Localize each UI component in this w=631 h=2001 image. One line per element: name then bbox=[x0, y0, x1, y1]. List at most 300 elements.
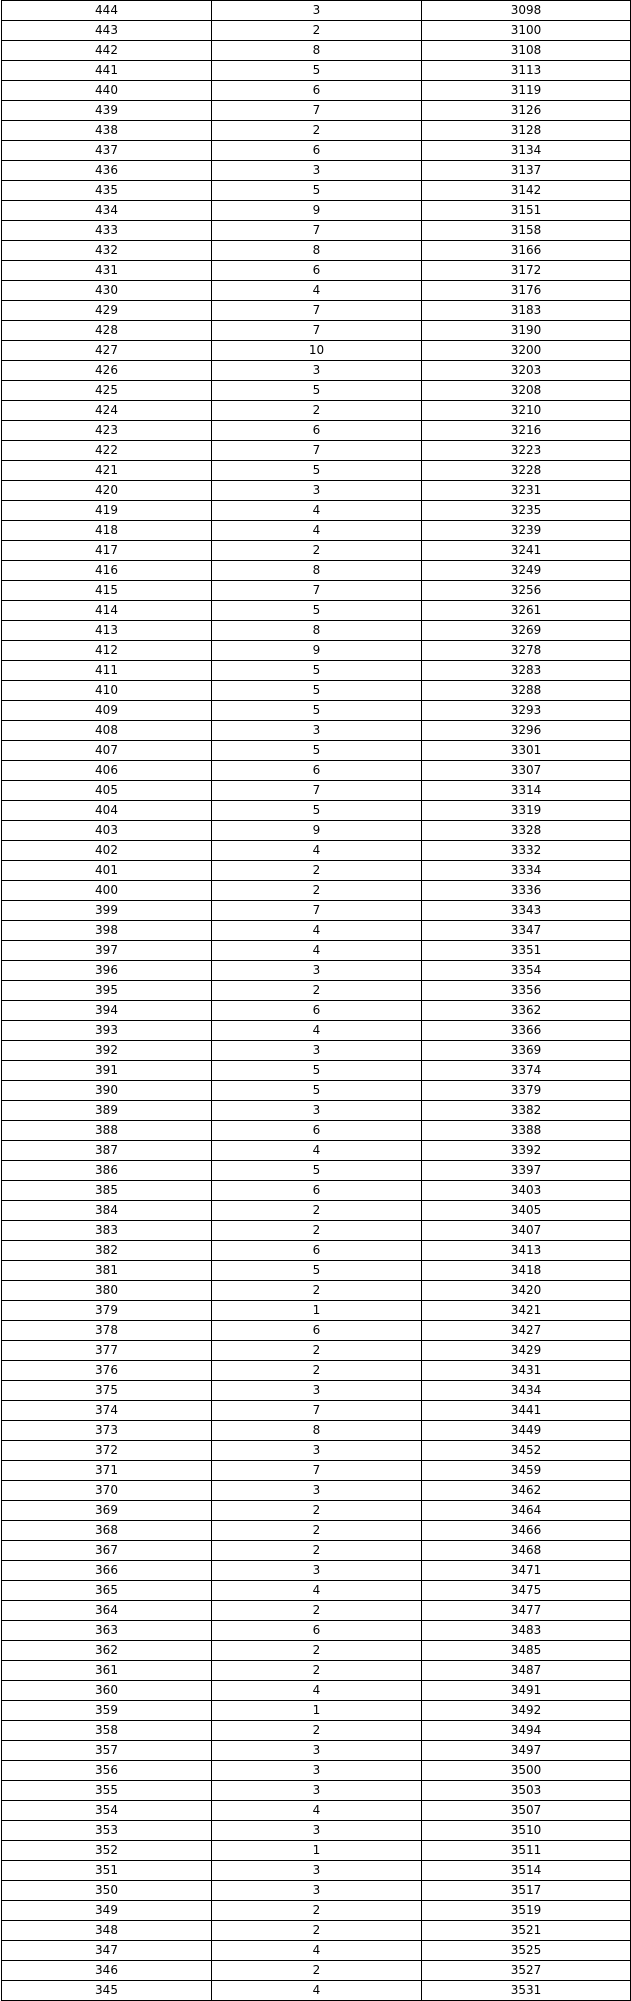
table-cell: 388 bbox=[2, 1121, 212, 1141]
table-cell: 3119 bbox=[422, 81, 631, 101]
table-cell: 3 bbox=[212, 1101, 422, 1121]
table-row bbox=[2, 1761, 631, 1781]
table-cell: 6 bbox=[212, 1121, 422, 1141]
table-cell: 405 bbox=[2, 781, 212, 801]
table-cell: 3 bbox=[212, 721, 422, 741]
table-cell: 3278 bbox=[422, 641, 631, 661]
table-cell: 3517 bbox=[422, 1881, 631, 1901]
table-cell: 3511 bbox=[422, 1841, 631, 1861]
table-cell: 356 bbox=[2, 1761, 212, 1781]
table-cell: 3369 bbox=[422, 1041, 631, 1061]
table-cell: 348 bbox=[2, 1921, 212, 1941]
table-cell: 2 bbox=[212, 541, 422, 561]
table-cell: 390 bbox=[2, 1081, 212, 1101]
table-cell: 427 bbox=[2, 341, 212, 361]
table-cell: 345 bbox=[2, 1981, 212, 2001]
table-cell: 7 bbox=[212, 1401, 422, 1421]
table-cell: 424 bbox=[2, 401, 212, 421]
table-row bbox=[2, 81, 631, 101]
table-cell: 2 bbox=[212, 1601, 422, 1621]
table-cell: 2 bbox=[212, 1721, 422, 1741]
table-row bbox=[2, 41, 631, 61]
table-cell: 3137 bbox=[422, 161, 631, 181]
table-cell: 361 bbox=[2, 1661, 212, 1681]
table-cell: 3223 bbox=[422, 441, 631, 461]
table-cell: 3 bbox=[212, 1861, 422, 1881]
table-cell: 3 bbox=[212, 361, 422, 381]
table-row bbox=[2, 1041, 631, 1061]
table-cell: 3362 bbox=[422, 1001, 631, 1021]
table-cell: 435 bbox=[2, 181, 212, 201]
table-cell: 4 bbox=[212, 1941, 422, 1961]
table-cell: 414 bbox=[2, 601, 212, 621]
table-cell: 419 bbox=[2, 501, 212, 521]
table-cell: 3485 bbox=[422, 1641, 631, 1661]
table-cell: 389 bbox=[2, 1101, 212, 1121]
table-cell: 360 bbox=[2, 1681, 212, 1701]
table-cell: 372 bbox=[2, 1441, 212, 1461]
table-cell: 349 bbox=[2, 1901, 212, 1921]
table-cell: 3 bbox=[212, 161, 422, 181]
table-cell: 443 bbox=[2, 21, 212, 41]
table-row bbox=[2, 381, 631, 401]
table-cell: 3492 bbox=[422, 1701, 631, 1721]
table-cell: 3382 bbox=[422, 1101, 631, 1121]
table-cell: 3434 bbox=[422, 1381, 631, 1401]
table-cell: 378 bbox=[2, 1321, 212, 1341]
table-cell: 444 bbox=[2, 1, 212, 21]
table-row bbox=[2, 521, 631, 541]
table-row bbox=[2, 801, 631, 821]
table-cell: 420 bbox=[2, 481, 212, 501]
table-cell: 3421 bbox=[422, 1301, 631, 1321]
table-cell: 7 bbox=[212, 901, 422, 921]
table-cell: 357 bbox=[2, 1741, 212, 1761]
table-row bbox=[2, 1581, 631, 1601]
table-cell: 3283 bbox=[422, 661, 631, 681]
table-cell: 392 bbox=[2, 1041, 212, 1061]
table-cell: 10 bbox=[212, 341, 422, 361]
table-cell: 3531 bbox=[422, 1981, 631, 2001]
table-cell: 391 bbox=[2, 1061, 212, 1081]
table-row bbox=[2, 1241, 631, 1261]
table-cell: 7 bbox=[212, 1461, 422, 1481]
table-cell: 380 bbox=[2, 1281, 212, 1301]
table-cell: 5 bbox=[212, 601, 422, 621]
table-cell: 4 bbox=[212, 1141, 422, 1161]
table-cell: 383 bbox=[2, 1221, 212, 1241]
table-cell: 3441 bbox=[422, 1401, 631, 1421]
table-row bbox=[2, 321, 631, 341]
table-cell: 395 bbox=[2, 981, 212, 1001]
table-cell: 3098 bbox=[422, 1, 631, 21]
table-cell: 3468 bbox=[422, 1541, 631, 1561]
table-cell: 3431 bbox=[422, 1361, 631, 1381]
table-cell: 7 bbox=[212, 301, 422, 321]
table-cell: 3462 bbox=[422, 1481, 631, 1501]
table-row bbox=[2, 361, 631, 381]
table-cell: 417 bbox=[2, 541, 212, 561]
table-cell: 399 bbox=[2, 901, 212, 921]
table-cell: 7 bbox=[212, 221, 422, 241]
table-cell: 3235 bbox=[422, 501, 631, 521]
table-cell: 442 bbox=[2, 41, 212, 61]
table-cell: 416 bbox=[2, 561, 212, 581]
table-cell: 3 bbox=[212, 1, 422, 21]
table-cell: 432 bbox=[2, 241, 212, 261]
table-row bbox=[2, 1261, 631, 1281]
table-cell: 9 bbox=[212, 641, 422, 661]
table-cell: 425 bbox=[2, 381, 212, 401]
table-row bbox=[2, 1361, 631, 1381]
table-cell: 3210 bbox=[422, 401, 631, 421]
table-cell: 2 bbox=[212, 1521, 422, 1541]
table-cell: 5 bbox=[212, 61, 422, 81]
table-cell: 8 bbox=[212, 561, 422, 581]
table-cell: 371 bbox=[2, 1461, 212, 1481]
table-cell: 3231 bbox=[422, 481, 631, 501]
table-row bbox=[2, 461, 631, 481]
table-cell: 3427 bbox=[422, 1321, 631, 1341]
table-row bbox=[2, 1301, 631, 1321]
table-cell: 4 bbox=[212, 501, 422, 521]
table-row bbox=[2, 1681, 631, 1701]
table-cell: 3203 bbox=[422, 361, 631, 381]
table-cell: 1 bbox=[212, 1701, 422, 1721]
table-cell: 4 bbox=[212, 1021, 422, 1041]
table-cell: 8 bbox=[212, 1421, 422, 1441]
table-cell: 415 bbox=[2, 581, 212, 601]
table-cell: 352 bbox=[2, 1841, 212, 1861]
table-cell: 358 bbox=[2, 1721, 212, 1741]
table-cell: 3 bbox=[212, 1481, 422, 1501]
table-cell: 9 bbox=[212, 821, 422, 841]
table-cell: 3 bbox=[212, 1381, 422, 1401]
table-cell: 3366 bbox=[422, 1021, 631, 1041]
table-cell: 365 bbox=[2, 1581, 212, 1601]
table-cell: 3475 bbox=[422, 1581, 631, 1601]
table-row bbox=[2, 221, 631, 241]
table-row bbox=[2, 1181, 631, 1201]
table-cell: 400 bbox=[2, 881, 212, 901]
table-cell: 4 bbox=[212, 1801, 422, 1821]
table-cell: 4 bbox=[212, 521, 422, 541]
table-row bbox=[2, 921, 631, 941]
table-cell: 394 bbox=[2, 1001, 212, 1021]
table-cell: 385 bbox=[2, 1181, 212, 1201]
table-row bbox=[2, 681, 631, 701]
table-cell: 3466 bbox=[422, 1521, 631, 1541]
table-cell: 3319 bbox=[422, 801, 631, 821]
table-cell: 403 bbox=[2, 821, 212, 841]
table-cell: 6 bbox=[212, 1001, 422, 1021]
table-cell: 9 bbox=[212, 201, 422, 221]
table-cell: 4 bbox=[212, 841, 422, 861]
table-cell: 418 bbox=[2, 521, 212, 541]
table-row bbox=[2, 1441, 631, 1461]
table-cell: 401 bbox=[2, 861, 212, 881]
table-row bbox=[2, 481, 631, 501]
table-row bbox=[2, 621, 631, 641]
table-cell: 375 bbox=[2, 1381, 212, 1401]
table-row bbox=[2, 21, 631, 41]
table-cell: 438 bbox=[2, 121, 212, 141]
table-row bbox=[2, 1321, 631, 1341]
table-cell: 408 bbox=[2, 721, 212, 741]
table-cell: 3343 bbox=[422, 901, 631, 921]
table-cell: 2 bbox=[212, 21, 422, 41]
table-cell: 3176 bbox=[422, 281, 631, 301]
table-cell: 3100 bbox=[422, 21, 631, 41]
table-cell: 3379 bbox=[422, 1081, 631, 1101]
table-row bbox=[2, 421, 631, 441]
table-cell: 346 bbox=[2, 1961, 212, 1981]
table-cell: 3452 bbox=[422, 1441, 631, 1461]
table-row bbox=[2, 821, 631, 841]
table-cell: 5 bbox=[212, 1081, 422, 1101]
table-cell: 5 bbox=[212, 681, 422, 701]
table-row bbox=[2, 1921, 631, 1941]
table-cell: 5 bbox=[212, 461, 422, 481]
table-cell: 406 bbox=[2, 761, 212, 781]
table-cell: 364 bbox=[2, 1601, 212, 1621]
table-cell: 3269 bbox=[422, 621, 631, 641]
table-cell: 368 bbox=[2, 1521, 212, 1541]
table-row bbox=[2, 1721, 631, 1741]
table-cell: 433 bbox=[2, 221, 212, 241]
table-cell: 3392 bbox=[422, 1141, 631, 1161]
table-cell: 3190 bbox=[422, 321, 631, 341]
data-table bbox=[1, 0, 631, 2001]
table-row bbox=[2, 861, 631, 881]
table-cell: 3336 bbox=[422, 881, 631, 901]
table-cell: 3172 bbox=[422, 261, 631, 281]
table-cell: 3208 bbox=[422, 381, 631, 401]
table-cell: 3151 bbox=[422, 201, 631, 221]
table-cell: 4 bbox=[212, 1981, 422, 2001]
table-cell: 8 bbox=[212, 241, 422, 261]
table-row bbox=[2, 1941, 631, 1961]
table-cell: 3449 bbox=[422, 1421, 631, 1441]
table-cell: 397 bbox=[2, 941, 212, 961]
table-cell: 6 bbox=[212, 1181, 422, 1201]
table-cell: 3 bbox=[212, 1781, 422, 1801]
table-cell: 396 bbox=[2, 961, 212, 981]
table-cell: 2 bbox=[212, 1901, 422, 1921]
table-cell: 3418 bbox=[422, 1261, 631, 1281]
table-cell: 437 bbox=[2, 141, 212, 161]
table-cell: 3239 bbox=[422, 521, 631, 541]
table-cell: 3388 bbox=[422, 1121, 631, 1141]
table-cell: 440 bbox=[2, 81, 212, 101]
table-cell: 3527 bbox=[422, 1961, 631, 1981]
table-cell: 3494 bbox=[422, 1721, 631, 1741]
table-row bbox=[2, 1741, 631, 1761]
table-cell: 3332 bbox=[422, 841, 631, 861]
table-cell: 3354 bbox=[422, 961, 631, 981]
table-cell: 398 bbox=[2, 921, 212, 941]
table-cell: 3510 bbox=[422, 1821, 631, 1841]
table-row bbox=[2, 601, 631, 621]
table-cell: 3296 bbox=[422, 721, 631, 741]
table-cell: 3459 bbox=[422, 1461, 631, 1481]
table-cell: 428 bbox=[2, 321, 212, 341]
table-cell: 3374 bbox=[422, 1061, 631, 1081]
table-row bbox=[2, 1481, 631, 1501]
table-cell: 3351 bbox=[422, 941, 631, 961]
table-row bbox=[2, 1461, 631, 1481]
table-cell: 3483 bbox=[422, 1621, 631, 1641]
table-cell: 350 bbox=[2, 1881, 212, 1901]
table-cell: 6 bbox=[212, 1621, 422, 1641]
table-row bbox=[2, 1121, 631, 1141]
table-cell: 6 bbox=[212, 261, 422, 281]
table-cell: 3314 bbox=[422, 781, 631, 801]
table-cell: 1 bbox=[212, 1841, 422, 1861]
table-cell: 3403 bbox=[422, 1181, 631, 1201]
table-cell: 384 bbox=[2, 1201, 212, 1221]
table-cell: 3405 bbox=[422, 1201, 631, 1221]
table-row bbox=[2, 1661, 631, 1681]
table-cell: 369 bbox=[2, 1501, 212, 1521]
table-cell: 5 bbox=[212, 661, 422, 681]
table-row bbox=[2, 761, 631, 781]
table-cell: 3500 bbox=[422, 1761, 631, 1781]
table-cell: 3 bbox=[212, 961, 422, 981]
table-cell: 2 bbox=[212, 981, 422, 1001]
table-cell: 3334 bbox=[422, 861, 631, 881]
table-row bbox=[2, 661, 631, 681]
table-row bbox=[2, 1141, 631, 1161]
table-cell: 4 bbox=[212, 1581, 422, 1601]
table-cell: 3347 bbox=[422, 921, 631, 941]
table-cell: 3514 bbox=[422, 1861, 631, 1881]
table-row bbox=[2, 1701, 631, 1721]
table-cell: 5 bbox=[212, 1161, 422, 1181]
table-cell: 362 bbox=[2, 1641, 212, 1661]
table-cell: 5 bbox=[212, 1261, 422, 1281]
table-cell: 6 bbox=[212, 761, 422, 781]
table-row bbox=[2, 981, 631, 1001]
table-cell: 2 bbox=[212, 1661, 422, 1681]
table-row bbox=[2, 1001, 631, 1021]
table-row bbox=[2, 1101, 631, 1121]
table-cell: 354 bbox=[2, 1801, 212, 1821]
table-cell: 3503 bbox=[422, 1781, 631, 1801]
table-cell: 5 bbox=[212, 1061, 422, 1081]
table-cell: 3471 bbox=[422, 1561, 631, 1581]
table-cell: 436 bbox=[2, 161, 212, 181]
table-cell: 3 bbox=[212, 1041, 422, 1061]
table-cell: 5 bbox=[212, 801, 422, 821]
table-row bbox=[2, 1401, 631, 1421]
table-row bbox=[2, 561, 631, 581]
table-cell: 6 bbox=[212, 421, 422, 441]
table-row bbox=[2, 941, 631, 961]
table-row bbox=[2, 1621, 631, 1641]
table-cell: 3158 bbox=[422, 221, 631, 241]
table-cell: 2 bbox=[212, 121, 422, 141]
table-cell: 3491 bbox=[422, 1681, 631, 1701]
table-cell: 3261 bbox=[422, 601, 631, 621]
table-cell: 4 bbox=[212, 941, 422, 961]
table-cell: 3 bbox=[212, 1741, 422, 1761]
table-row bbox=[2, 1981, 631, 2001]
table-cell: 7 bbox=[212, 441, 422, 461]
table-cell: 387 bbox=[2, 1141, 212, 1161]
table-cell: 2 bbox=[212, 401, 422, 421]
table-row bbox=[2, 241, 631, 261]
table-cell: 3429 bbox=[422, 1341, 631, 1361]
table-row bbox=[2, 1901, 631, 1921]
table-cell: 3200 bbox=[422, 341, 631, 361]
table-cell: 426 bbox=[2, 361, 212, 381]
table-cell: 8 bbox=[212, 621, 422, 641]
table-cell: 429 bbox=[2, 301, 212, 321]
table-cell: 3293 bbox=[422, 701, 631, 721]
table-cell: 2 bbox=[212, 1541, 422, 1561]
table-cell: 363 bbox=[2, 1621, 212, 1641]
table-row bbox=[2, 121, 631, 141]
table-cell: 393 bbox=[2, 1021, 212, 1041]
table-cell: 410 bbox=[2, 681, 212, 701]
table-cell: 3113 bbox=[422, 61, 631, 81]
table-cell: 3397 bbox=[422, 1161, 631, 1181]
table-row bbox=[2, 901, 631, 921]
table-row bbox=[2, 701, 631, 721]
table-cell: 5 bbox=[212, 741, 422, 761]
table-cell: 1 bbox=[212, 1301, 422, 1321]
table-cell: 3525 bbox=[422, 1941, 631, 1961]
table-row bbox=[2, 1521, 631, 1541]
table-cell: 3 bbox=[212, 1761, 422, 1781]
table-row bbox=[2, 1881, 631, 1901]
table-cell: 3420 bbox=[422, 1281, 631, 1301]
table-row bbox=[2, 881, 631, 901]
table-row bbox=[2, 1781, 631, 1801]
table-row bbox=[2, 1381, 631, 1401]
table-cell: 367 bbox=[2, 1541, 212, 1561]
table-row bbox=[2, 301, 631, 321]
table-cell: 7 bbox=[212, 781, 422, 801]
table-row bbox=[2, 401, 631, 421]
table-row bbox=[2, 1021, 631, 1041]
table-cell: 386 bbox=[2, 1161, 212, 1181]
table-cell: 347 bbox=[2, 1941, 212, 1961]
table-cell: 3166 bbox=[422, 241, 631, 261]
table-cell: 359 bbox=[2, 1701, 212, 1721]
table-cell: 2 bbox=[212, 881, 422, 901]
table-cell: 377 bbox=[2, 1341, 212, 1361]
table-cell: 3 bbox=[212, 1561, 422, 1581]
table-row bbox=[2, 1601, 631, 1621]
table-cell: 3413 bbox=[422, 1241, 631, 1261]
table-row bbox=[2, 101, 631, 121]
table-cell: 3464 bbox=[422, 1501, 631, 1521]
table-cell: 7 bbox=[212, 581, 422, 601]
table-cell: 2 bbox=[212, 1921, 422, 1941]
table-row bbox=[2, 1201, 631, 1221]
table-cell: 374 bbox=[2, 1401, 212, 1421]
table-cell: 4 bbox=[212, 1681, 422, 1701]
table-cell: 382 bbox=[2, 1241, 212, 1261]
table-cell: 2 bbox=[212, 1221, 422, 1241]
table-cell: 439 bbox=[2, 101, 212, 121]
table-row bbox=[2, 961, 631, 981]
table-cell: 412 bbox=[2, 641, 212, 661]
table-row bbox=[2, 161, 631, 181]
table-row bbox=[2, 61, 631, 81]
